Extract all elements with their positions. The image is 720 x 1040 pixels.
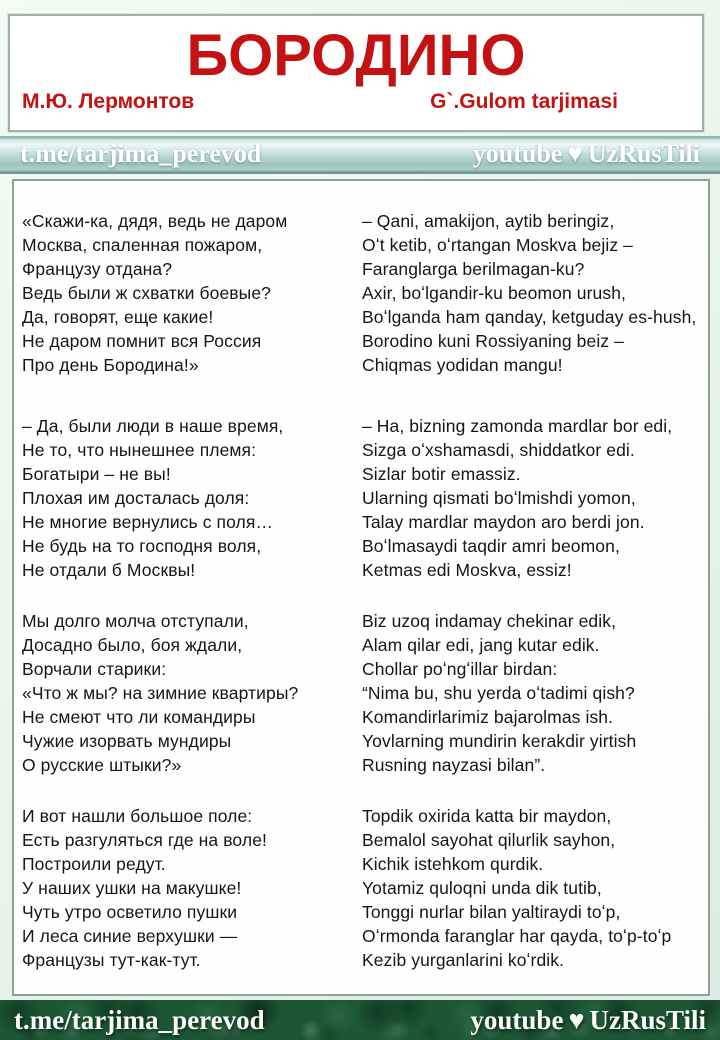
stanza xyxy=(22,804,708,972)
poem-line-ru: Не смеют что ли командиры xyxy=(22,707,256,727)
poem-line-uz: Axir, boʻlgandir-ku beomon urush, xyxy=(362,283,626,303)
stanza xyxy=(22,414,708,582)
poem-line-ru: Не даром помнит вся Россия xyxy=(22,331,262,351)
poem-line-ru: Не то, что нынешнее племя: xyxy=(22,440,257,460)
poem-line-ru: «Что ж мы? на зимние квартиры? xyxy=(22,683,299,703)
poem-line-uz: Boʻlganda ham qanday, ketguday es-hush, xyxy=(362,307,697,327)
poem-line-ru: Чуть утро осветило пушки xyxy=(22,902,238,922)
poem-line-ru: Плохая им досталась доля: xyxy=(22,488,250,508)
channel-name: UzRusTili xyxy=(589,1004,706,1035)
poem-line-ru: Чужие изорвать мундиры xyxy=(22,731,232,751)
poem-line-ru: Москва, спаленная пожаром, xyxy=(22,235,263,255)
poem-line-ru: Есть разгуляться где на воле! xyxy=(22,830,267,850)
poem-line-ru: Не отдали б Москвы! xyxy=(22,560,196,580)
poem-line-ru: О русские штыки?» xyxy=(22,755,182,775)
poem-line-ru: Французы тут-как-тут. xyxy=(22,950,201,970)
poem-line-ru: Не многие вернулись с поля… xyxy=(22,512,274,532)
poem-line-uz: Yotamiz quloqni unda dik tutib, xyxy=(362,878,602,898)
stanza-uzbek xyxy=(362,804,708,972)
poem-line-ru: У наших ушки на макушке! xyxy=(22,878,242,898)
poem-line-uz: Chollar poʻngʻillar birdan: xyxy=(362,659,558,679)
poem-line-uz: – Ha, bizning zamonda mardlar bor edi, xyxy=(362,416,673,436)
stanza-uzbek xyxy=(362,414,708,582)
channel-name: UzRusTili xyxy=(587,138,700,168)
poem-line-uz: Rusning nayzasi bilan”. xyxy=(362,755,546,775)
poem-line-uz: Kezib yurganlarini koʻrdik. xyxy=(362,950,565,970)
telegram-link-text: t.me/tarjima_perevod xyxy=(14,1004,265,1035)
poem-line-ru: Богатыри – не вы! xyxy=(22,464,171,484)
stanza-uzbek xyxy=(362,209,708,377)
poem-line-ru: Построили редут. xyxy=(22,854,166,874)
telegram-link-text: t.me/tarjima_perevod xyxy=(20,138,262,168)
translator-name: G`.Gulom tarjimasi xyxy=(430,90,618,113)
heart-icon: ♥ xyxy=(568,1004,585,1035)
poem-line-ru: «Скажи-ка, дядя, ведь не даром xyxy=(22,211,288,231)
poem-line-uz: Biz uzoq indamay chekinar edik, xyxy=(362,611,617,631)
poem-line-uz: Yovlarning mundirin kerakdir yirtish xyxy=(362,731,637,751)
poem-line-uz: Oʻt ketib, oʻrtangan Moskva bejiz – xyxy=(362,235,633,255)
poem-line-uz: Faranglarga berilmagan-ku? xyxy=(362,259,585,279)
poem-line-uz: Boʻlmasaydi taqdir amri beomon, xyxy=(362,536,620,556)
stanza-russian xyxy=(22,609,362,777)
poem-title: БОРОДИНО xyxy=(186,23,526,88)
poem-line-uz: Chiqmas yodidan mangu! xyxy=(362,355,563,375)
poem-line-uz: Borodino kuni Rossiyaning beiz – xyxy=(362,331,624,351)
poem-line-uz: Komandirlarimiz bajarolmas ish. xyxy=(362,707,614,727)
poem-line-uz: Alam qilar edi, jang kutar edik. xyxy=(362,635,600,655)
poem-line-ru: – Да, были люди в наше время, xyxy=(22,416,284,436)
poem-line-uz: Bemalol sayohat qilurlik sayhon, xyxy=(362,830,616,850)
youtube-label: youtube xyxy=(470,1004,564,1035)
poem-line-ru: Про день Бородина!» xyxy=(22,355,199,375)
poem-line-uz: Topdik oxirida katta bir maydon, xyxy=(362,806,612,826)
author-name: М.Ю. Лермонтов xyxy=(22,90,195,113)
youtube-label: youtube xyxy=(472,138,563,168)
poem-line-ru: Не будь на то господня воля, xyxy=(22,536,262,556)
poem-line-uz: – Qani, amakijon, aytib beringiz, xyxy=(362,211,615,231)
poem-line-ru: Французу отдана? xyxy=(22,259,173,279)
poem-line-ru: Мы долго молча отступали, xyxy=(22,611,249,631)
stanza-russian xyxy=(22,804,362,972)
heart-icon: ♥ xyxy=(567,138,583,168)
authors-row xyxy=(10,90,702,114)
youtube-channel-text xyxy=(470,1005,706,1036)
stanza-uzbek xyxy=(362,609,708,777)
poem-line-uz: Sizlar botir emassiz. xyxy=(362,464,521,484)
stanza xyxy=(22,609,708,777)
poem-line-uz: Kichik istehkom qurdik. xyxy=(362,854,544,874)
poem-line-ru: Да, говорят, еще какие! xyxy=(22,307,214,327)
poem-line-ru: И вот нашли большое поле: xyxy=(22,806,253,826)
poem-line-uz: Talay mardlar maydon aro berdi jon. xyxy=(362,512,645,532)
poem-line-ru: Ворчали старики: xyxy=(22,659,167,679)
poem-card xyxy=(12,179,710,996)
poem-line-uz: Oʻrmonda faranglar har qayda, toʻp-toʻp xyxy=(362,926,672,946)
poem-line-uz: Tonggi nurlar bilan yaltiraydi toʻp, xyxy=(362,902,621,922)
top-banner xyxy=(0,136,720,174)
poem-line-ru: Досадно было, боя ждали, xyxy=(22,635,243,655)
stanza xyxy=(22,209,708,377)
poem-columns xyxy=(22,209,708,972)
poem-line-ru: Ведь были ж схватки боевые? xyxy=(22,283,272,303)
stanza-russian xyxy=(22,414,362,582)
poem-line-uz: Ketmas edi Moskva, essiz! xyxy=(362,560,572,580)
header-card xyxy=(8,14,704,132)
poem-line-ru: И леса синие верхушки — xyxy=(22,926,238,946)
youtube-channel-text xyxy=(473,139,700,169)
poem-line-uz: Sizga oʻxshamasdi, shiddatkor edi. xyxy=(362,440,635,460)
poem-line-uz: “Nima bu, shu yerda oʻtadimi qish? xyxy=(362,683,635,703)
stanza-russian xyxy=(22,209,362,377)
footer-banner xyxy=(0,1000,720,1040)
poem-line-uz: Ularning qismati boʻlmishdi yomon, xyxy=(362,488,636,508)
